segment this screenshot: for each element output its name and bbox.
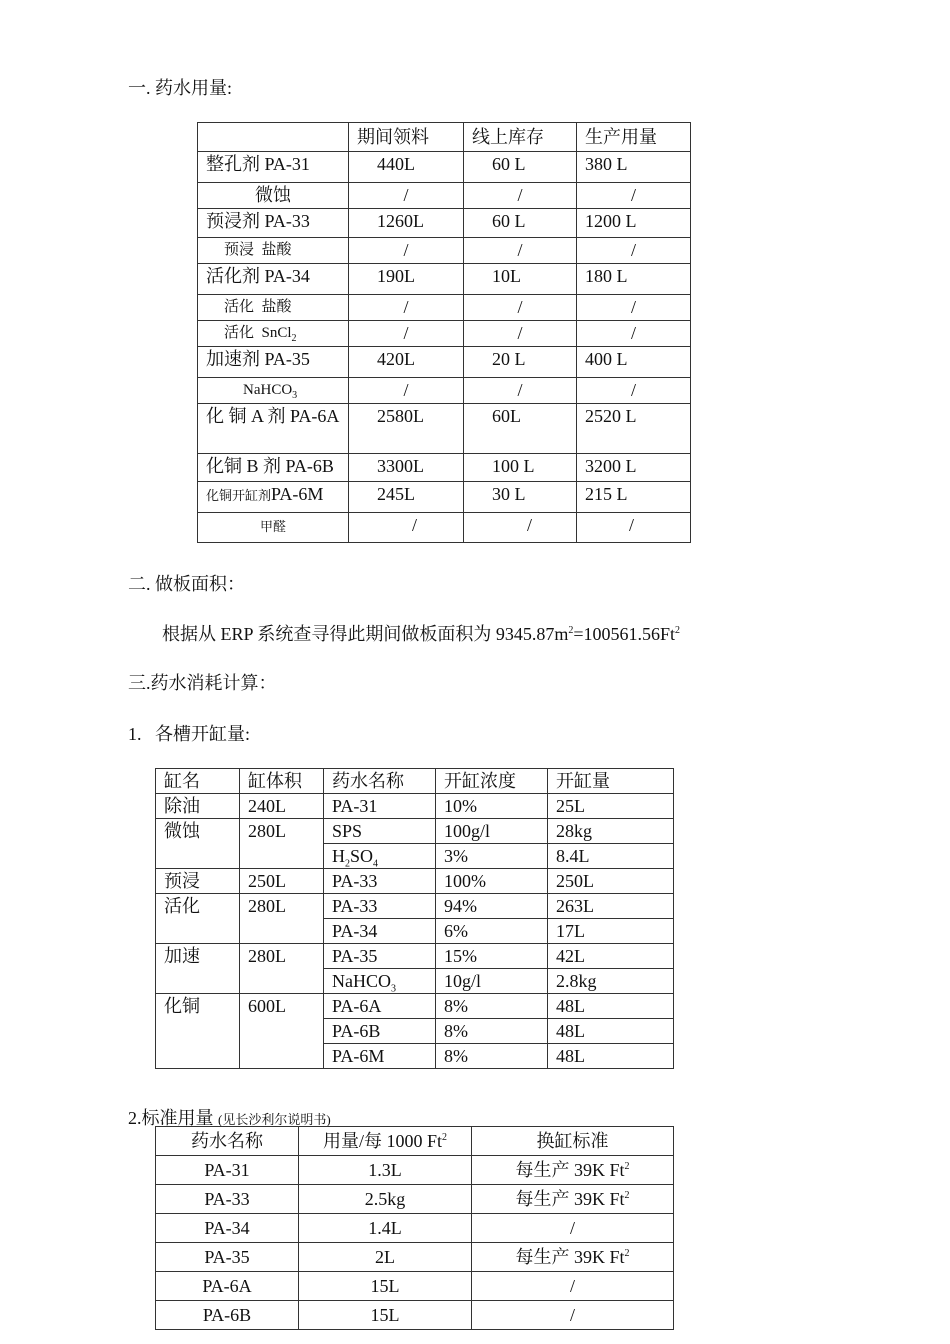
concentration: 3% [436, 844, 548, 869]
amount: 48L [548, 1019, 674, 1044]
chem-name: PA-34 [156, 1214, 299, 1243]
production: 2520 L [577, 404, 691, 454]
replace-standard [472, 1156, 674, 1185]
tank-name: 化铜 [156, 994, 240, 1069]
section2-title: 二. 做板面积： [128, 574, 245, 594]
chem-name: PA-31 [156, 1156, 299, 1185]
superscript: 2 [624, 1161, 630, 1172]
chem-name: 活化剂 PA-34 [198, 264, 349, 295]
received: / [349, 183, 464, 209]
table-row [156, 1156, 674, 1185]
amount: 263L [548, 894, 674, 919]
concentration: 15% [436, 944, 548, 969]
tank-volume: 250L [240, 869, 324, 894]
tank-name: 预浸 [156, 869, 240, 894]
usage: 1.4L [299, 1214, 472, 1243]
chem-name [324, 844, 436, 869]
production: / [577, 183, 691, 209]
inventory: 60L [464, 404, 577, 454]
table-header-row [156, 1127, 674, 1156]
tank-setup-title: 1. 各槽开缸量: [128, 724, 251, 744]
section1-title: 一. 药水用量: [128, 78, 233, 98]
concentration: 8% [436, 1044, 548, 1069]
received: / [349, 321, 464, 347]
chem-name: PA-6A [156, 1272, 299, 1301]
table-row [198, 347, 691, 378]
table-row [156, 794, 674, 819]
usage: 15L [299, 1272, 472, 1301]
amount: 17L [548, 919, 674, 944]
header-cell: 药水名称 [324, 769, 436, 794]
board-area-text [162, 620, 680, 646]
inventory: 60 L [464, 152, 577, 183]
usage: 2L [299, 1243, 472, 1272]
tank-name: 微蚀 [156, 819, 240, 869]
board-area-prefix: 根据从 ERP 系统查寻得此期间做板面积为 9345.87m [162, 624, 569, 644]
chem-name: PA-35 [324, 944, 436, 969]
replace-standard: / [472, 1214, 674, 1243]
replace-text: 每生产 39K Ft [515, 1160, 625, 1180]
production: 400 L [577, 347, 691, 378]
section3-title: 三.药水消耗计算： [128, 673, 277, 693]
production: 1200 L [577, 209, 691, 238]
header-cell: 缸体积 [240, 769, 324, 794]
superscript: 2 [568, 625, 574, 636]
table-row [198, 404, 691, 454]
inventory: / [464, 238, 577, 264]
chem-name [324, 969, 436, 994]
received: / [349, 513, 464, 543]
table-header-row [156, 769, 674, 794]
header-cell [299, 1127, 472, 1156]
table-row [198, 264, 691, 295]
chem-part: NaHCO [332, 971, 391, 991]
table-row [198, 295, 691, 321]
production: 3200 L [577, 454, 691, 482]
subscript: 2 [345, 858, 350, 869]
production: / [577, 513, 691, 543]
header-cell: 生产用量 [577, 123, 691, 152]
chem-name: 微蚀 [198, 183, 349, 209]
table-row [156, 1243, 674, 1272]
inventory: / [464, 378, 577, 404]
chem-name: 预浸 盐酸 [198, 238, 349, 264]
standard-usage-table [155, 1126, 674, 1330]
table-row [198, 482, 691, 513]
standard-usage-note: (见长沙利尔说明书) [218, 1112, 331, 1127]
tank-name: 加速 [156, 944, 240, 994]
subscript: 2 [291, 333, 297, 344]
received: 245L [349, 482, 464, 513]
inventory: 10L [464, 264, 577, 295]
table-row [156, 1214, 674, 1243]
replace-text: 每生产 39K Ft [515, 1247, 625, 1267]
concentration: 8% [436, 1019, 548, 1044]
chem-part: SO [350, 846, 374, 866]
inventory: / [464, 513, 577, 543]
table-row [156, 1301, 674, 1330]
header-cell [198, 123, 349, 152]
chem-name: PA-34 [324, 919, 436, 944]
concentration: 10g/l [436, 969, 548, 994]
amount: 8.4L [548, 844, 674, 869]
amount: 42L [548, 944, 674, 969]
chem-name: PA-31 [324, 794, 436, 819]
concentration: 100g/l [436, 819, 548, 844]
tank-volume: 240L [240, 794, 324, 819]
inventory: / [464, 295, 577, 321]
header-cell: 缸名 [156, 769, 240, 794]
tank-setup-table [155, 768, 674, 1069]
table-row [198, 321, 691, 347]
inventory: / [464, 183, 577, 209]
table-row [198, 454, 691, 482]
chem-name: PA-33 [324, 894, 436, 919]
subscript: 4 [373, 858, 379, 869]
tank-name: 活化 [156, 894, 240, 944]
chem-name-code: PA-6M [271, 484, 324, 504]
chem-name-small: 化铜开缸剂 [206, 488, 272, 503]
received: 1260L [349, 209, 464, 238]
chem-name-text: NaHCO [243, 382, 293, 398]
received: 190L [349, 264, 464, 295]
superscript: 2 [675, 625, 681, 636]
table-row [198, 209, 691, 238]
inventory: 20 L [464, 347, 577, 378]
chem-name: 活化 盐酸 [198, 295, 349, 321]
table-row [156, 894, 674, 919]
tank-volume: 600L [240, 994, 324, 1069]
replace-text: 每生产 39K Ft [515, 1189, 625, 1209]
table-row [156, 1185, 674, 1214]
table-row [156, 819, 674, 844]
usage: 2.5kg [299, 1185, 472, 1214]
tank-volume: 280L [240, 944, 324, 994]
superscript: 2 [442, 1132, 447, 1143]
replace-standard [472, 1243, 674, 1272]
chem-name: 化铜 B 剂 PA-6B [198, 454, 349, 482]
chem-name: PA-33 [156, 1185, 299, 1214]
amount: 2.8kg [548, 969, 674, 994]
usage: 1.3L [299, 1156, 472, 1185]
table-row [198, 152, 691, 183]
chem-name: PA-6B [324, 1019, 436, 1044]
chem-name-text: 活化 SnCl [224, 325, 292, 341]
production: / [577, 238, 691, 264]
usage: 15L [299, 1301, 472, 1330]
chem-name: PA-33 [324, 869, 436, 894]
header-cell: 开缸浓度 [436, 769, 548, 794]
chem-name: PA-6B [156, 1301, 299, 1330]
header-usage-text: 用量/每 1000 Ft [322, 1131, 442, 1151]
chem-name: 加速剂 PA-35 [198, 347, 349, 378]
amount: 28kg [548, 819, 674, 844]
received: / [349, 238, 464, 264]
received: / [349, 378, 464, 404]
amount: 48L [548, 994, 674, 1019]
chem-name: 化 铜 A 剂 PA-6A [198, 404, 349, 454]
received: / [349, 295, 464, 321]
inventory: 60 L [464, 209, 577, 238]
received: 440L [349, 152, 464, 183]
tank-volume: 280L [240, 819, 324, 869]
standard-usage-title-text: 2.标准用量 [128, 1108, 214, 1128]
table-row [156, 994, 674, 1019]
production: 380 L [577, 152, 691, 183]
superscript: 2 [624, 1190, 630, 1201]
board-area-middle: =100561.56Ft [573, 624, 676, 644]
header-cell: 开缸量 [548, 769, 674, 794]
table-row [198, 513, 691, 543]
chem-name [198, 482, 349, 513]
production: 180 L [577, 264, 691, 295]
concentration: 100% [436, 869, 548, 894]
superscript: 2 [624, 1248, 630, 1259]
replace-standard: / [472, 1301, 674, 1330]
amount: 48L [548, 1044, 674, 1069]
header-cell: 换缸标准 [472, 1127, 674, 1156]
header-cell: 线上库存 [464, 123, 577, 152]
subscript: 3 [292, 390, 298, 401]
concentration: 94% [436, 894, 548, 919]
received: 3300L [349, 454, 464, 482]
chem-name: 甲醛 [198, 513, 349, 543]
table-header-row [198, 123, 691, 152]
amount: 250L [548, 869, 674, 894]
concentration: 8% [436, 994, 548, 1019]
table-row [198, 183, 691, 209]
tank-volume: 280L [240, 894, 324, 944]
table-row [198, 238, 691, 264]
concentration: 6% [436, 919, 548, 944]
chem-name [198, 321, 349, 347]
inventory: / [464, 321, 577, 347]
table-row [156, 869, 674, 894]
received: 2580L [349, 404, 464, 454]
chem-name [198, 378, 349, 404]
inventory: 100 L [464, 454, 577, 482]
concentration: 10% [436, 794, 548, 819]
production: / [577, 378, 691, 404]
amount: 25L [548, 794, 674, 819]
chem-name: PA-35 [156, 1243, 299, 1272]
header-cell: 期间领料 [349, 123, 464, 152]
production: / [577, 295, 691, 321]
received: 420L [349, 347, 464, 378]
chem-name: 整孔剂 PA-31 [198, 152, 349, 183]
inventory: 30 L [464, 482, 577, 513]
header-cell: 药水名称 [156, 1127, 299, 1156]
subscript: 3 [391, 983, 396, 994]
replace-standard: / [472, 1272, 674, 1301]
table-row [156, 944, 674, 969]
chem-name: 预浸剂 PA-33 [198, 209, 349, 238]
table-row [198, 378, 691, 404]
chem-part: H [332, 846, 345, 866]
tank-name: 除油 [156, 794, 240, 819]
chem-name: PA-6M [324, 1044, 436, 1069]
chem-name: PA-6A [324, 994, 436, 1019]
chemical-usage-table [197, 122, 691, 543]
production: / [577, 321, 691, 347]
production: 215 L [577, 482, 691, 513]
chem-name: SPS [324, 819, 436, 844]
table-row [156, 1272, 674, 1301]
replace-standard [472, 1185, 674, 1214]
